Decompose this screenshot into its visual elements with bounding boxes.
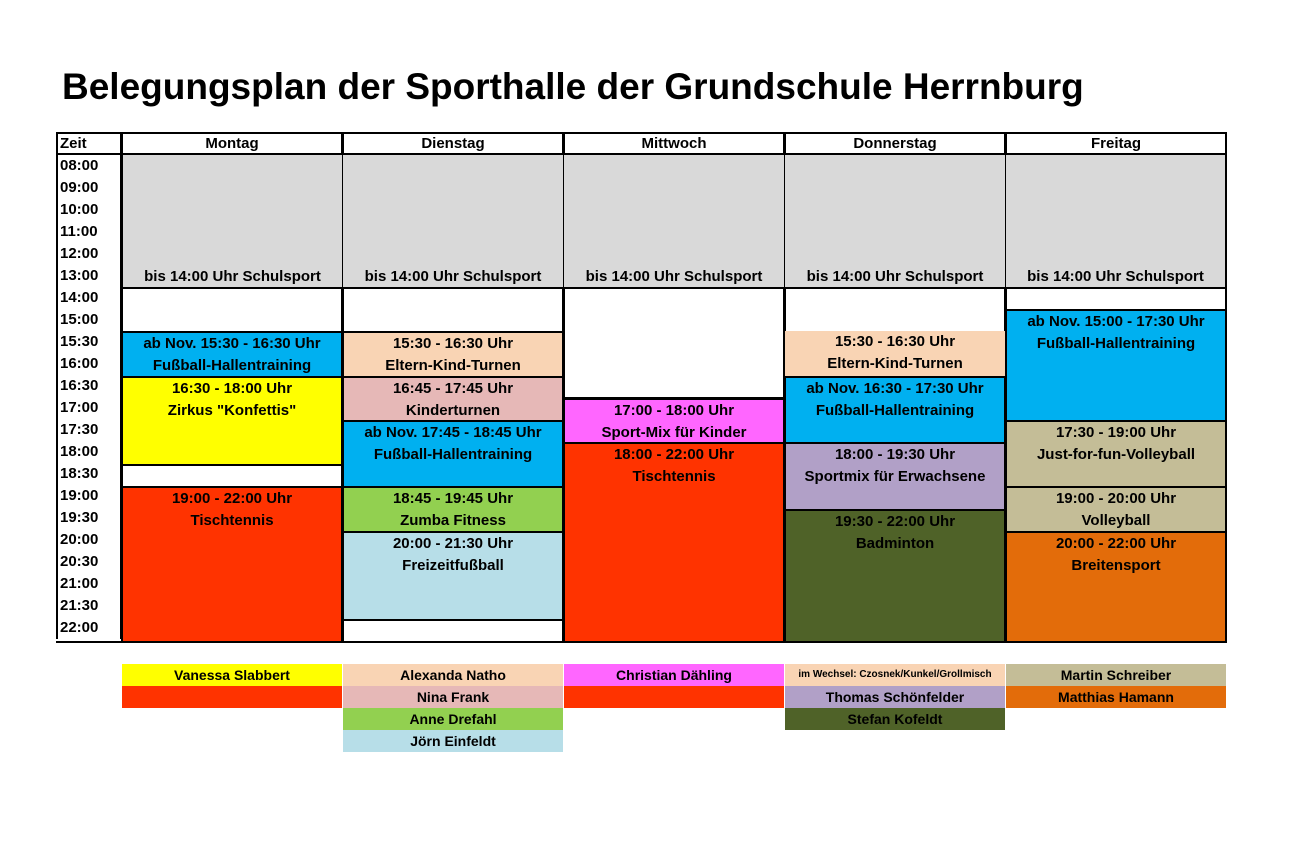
time-label: 14:00: [56, 287, 122, 309]
block-do-sportmix: 18:00 - 19:30 Uhr Sportmix für Erwachsene: [784, 442, 1006, 511]
time-label: 13:00: [56, 265, 122, 287]
empty-slot: [121, 464, 343, 488]
time-label: 15:00: [56, 309, 122, 331]
time-label: 20:00: [56, 529, 122, 551]
block-fr-breitensport: 20:00 - 22:00 Uhr Breitensport: [1005, 531, 1227, 643]
block-di-fussball: ab Nov. 17:45 - 18:45 Uhr Fußball-Hallentraining: [342, 420, 564, 488]
contact-tischtennis-mi: [564, 686, 784, 708]
block-do-eltern: 15:30 - 16:30 Uhr Eltern-Kind-Turnen: [784, 331, 1006, 378]
schoolsport-mittwoch: [563, 155, 785, 288]
schoolsport-dienstag: [342, 155, 564, 288]
time-label: 09:00: [56, 177, 122, 199]
contact-daehling: Christian Dähling: [564, 664, 784, 686]
contact-frank: Nina Frank: [343, 686, 563, 708]
empty-slot: [342, 287, 564, 333]
schoolsport-donnerstag: [784, 155, 1006, 288]
header-mittwoch: Mittwoch: [563, 132, 785, 155]
block-di-eltern: 15:30 - 16:30 Uhr Eltern-Kind-Turnen: [342, 331, 564, 378]
schoolsport-freitag: [1005, 155, 1227, 288]
time-label: 21:30: [56, 595, 122, 617]
contact-einfeldt: Jörn Einfeldt: [343, 730, 563, 752]
time-label: 17:00: [56, 397, 122, 419]
time-label: 21:00: [56, 573, 122, 595]
empty-slot: [121, 287, 343, 333]
time-label: 16:00: [56, 353, 122, 375]
time-label: 10:00: [56, 199, 122, 221]
contact-wechsel: im Wechsel: Czosnek/Kunkel/Grollmisch: [785, 664, 1005, 686]
time-label: 19:00: [56, 485, 122, 507]
schoolsport-label: bis 14:00 Uhr Schulsport: [806, 268, 984, 285]
block-fr-volleyball: 19:00 - 20:00 Uhr Volleyball: [1005, 486, 1227, 533]
schoolsport-label: bis 14:00 Uhr Schulsport: [144, 268, 321, 285]
block-di-zumba: 18:45 - 19:45 Uhr Zumba Fitness: [342, 486, 564, 533]
block-di-kinderturnen: 16:45 - 17:45 Uhr Kinderturnen: [342, 376, 564, 423]
block-fr-just-for-fun: 17:30 - 19:00 Uhr Just-for-fun-Volleyball: [1005, 420, 1227, 488]
header-freitag: Freitag: [1005, 132, 1227, 155]
block-mo-zirkus: 16:30 - 18:00 Uhr Zirkus "Konfettis": [121, 376, 343, 466]
block-do-badminton: 19:30 - 22:00 Uhr Badminton: [784, 509, 1006, 643]
time-label: 12:00: [56, 243, 122, 265]
contact-drefahl: Anne Drefahl: [343, 708, 563, 730]
time-column-bottom: [56, 641, 122, 643]
contact-natho: Alexanda Natho: [343, 664, 563, 686]
block-do-fussball: ab Nov. 16:30 - 17:30 Uhr Fußball-Hallentraining: [784, 376, 1006, 444]
time-label: 15:30: [56, 331, 122, 353]
empty-slot: [1005, 287, 1227, 311]
time-label: 19:30: [56, 507, 122, 529]
contact-tischtennis-mo: [122, 686, 342, 708]
time-label: 17:30: [56, 419, 122, 441]
block-mo-tischtennis: 19:00 - 22:00 Uhr Tischtennis: [121, 486, 343, 643]
page-title: Belegungsplan der Sporthalle der Grundschule Herrnburg: [62, 66, 1084, 107]
contact-kofeldt: Stefan Kofeldt: [785, 708, 1005, 730]
time-label: 11:00: [56, 221, 122, 243]
time-label: 18:30: [56, 463, 122, 485]
header-zeit: Zeit: [56, 132, 122, 155]
block-mo-fussball: ab Nov. 15:30 - 16:30 Uhr Fußball-Hallentraining: [121, 331, 343, 378]
time-label: 20:30: [56, 551, 122, 573]
block-fr-fussball: ab Nov. 15:00 - 17:30 Uhr Fußball-Hallentraining: [1005, 309, 1227, 422]
contact-schoenfelder: Thomas Schönfelder: [785, 686, 1005, 708]
contact-schreiber: Martin Schreiber: [1006, 664, 1226, 686]
block-di-freizeit: 20:00 - 21:30 Uhr Freizeitfußball: [342, 531, 564, 621]
time-label: 18:00: [56, 441, 122, 463]
empty-slot: [563, 287, 785, 399]
block-mi-sportmix: 17:00 - 18:00 Uhr Sport-Mix für Kinder: [563, 398, 785, 444]
empty-slot: [784, 287, 1006, 333]
schoolsport-label: bis 14:00 Uhr Schulsport: [364, 268, 542, 285]
header-dienstag: Dienstag: [342, 132, 564, 155]
schoolsport-label: bis 14:00 Uhr Schulsport: [585, 268, 763, 285]
time-label: 16:30: [56, 375, 122, 397]
empty-slot: [342, 619, 564, 643]
header-donnerstag: Donnerstag: [784, 132, 1006, 155]
contact-hamann: Matthias Hamann: [1006, 686, 1226, 708]
block-mi-tischtennis: 18:00 - 22:00 Uhr Tischtennis: [563, 442, 785, 643]
contact-slabbert: Vanessa Slabbert: [122, 664, 342, 686]
header-montag: Montag: [121, 132, 343, 155]
schoolsport-montag: [121, 155, 343, 288]
time-label: 08:00: [56, 155, 122, 177]
time-label: 22:00: [56, 617, 122, 639]
schoolsport-label: bis 14:00 Uhr Schulsport: [1027, 268, 1204, 285]
